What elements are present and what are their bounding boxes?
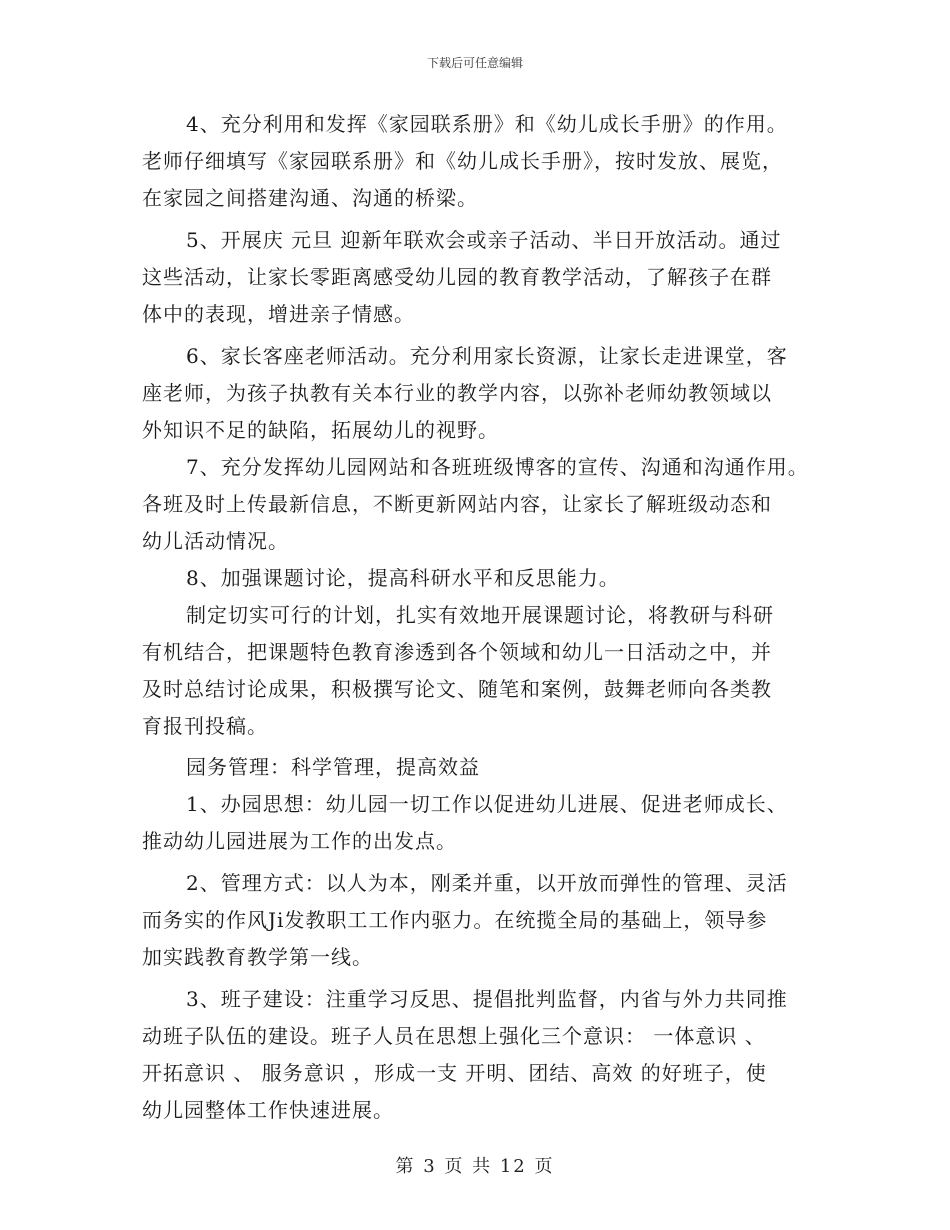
text-line: 而务实的作风Ji发教职工工作内驱力。在统揽全局的基础上，领导参 bbox=[142, 908, 768, 932]
text-line: 制定切实可行的计划，扎实有效地开展课题讨论，将教研与科研 bbox=[186, 603, 774, 627]
text-line: 推动幼儿园进展为工作的出发点。 bbox=[142, 829, 457, 853]
text-line: 加实践教育教学第一线。 bbox=[142, 945, 373, 969]
page-header-note: 下载后可任意编辑 bbox=[426, 56, 523, 70]
text-line: 育报刊投稿。 bbox=[142, 714, 268, 738]
section-heading: 园务管理：科学管理，提高效益 bbox=[186, 755, 480, 779]
page-number: 第 3 页 共 12 页 bbox=[395, 1156, 555, 1177]
text-line: 外知识不足的缺陷，拓展幼儿的视野。 bbox=[142, 418, 499, 442]
text-line: 3、班子建设：注重学习反思、提倡批判监督，内省与外力共同推 bbox=[186, 987, 788, 1011]
text-line: 有机结合，把课题特色教育渗透到各个领域和幼儿一日活动之中，并 bbox=[142, 640, 772, 664]
text-line: 各班及时上传最新信息，不断更新网站内容，让家长了解班级动态和 bbox=[142, 492, 772, 516]
text-line: 幼儿活动情况。 bbox=[142, 529, 289, 553]
text-line: 7、充分发挥幼儿园网站和各班班级博客的宣传、沟通和沟通作用。 bbox=[186, 455, 809, 479]
text-line: 2、管理方式：以人为本，刚柔并重，以开放而弹性的管理、灵活 bbox=[186, 871, 788, 895]
text-line: 1、办园思想：幼儿园一切工作以促进幼儿进展、促进老师成长、 bbox=[186, 792, 788, 816]
text-line: 4、充分利用和发挥《家园联系册》和《幼儿成长手册》的作用。 bbox=[186, 112, 788, 136]
text-line: 体中的表现，增进亲子情感。 bbox=[142, 302, 415, 326]
text-line: 幼儿园整体工作快速进展。 bbox=[142, 1098, 394, 1122]
text-line: 在家园之间搭建沟通、沟通的桥梁。 bbox=[142, 186, 478, 210]
text-line: 及时总结讨论成果，积极撰写论文、随笔和案例，鼓舞老师向各类教 bbox=[142, 677, 772, 701]
text-line: 动班子队伍的建设。班子人员在思想上强化三个意识： 一体意识 、 bbox=[142, 1024, 766, 1048]
text-line: 6、家长客座老师活动。充分利用家长资源，让家长走进课堂，客 bbox=[186, 344, 788, 368]
text-line: 5、开展庆 元旦 迎新年联欢会或亲子活动、半日开放活动。通过 bbox=[186, 228, 782, 252]
text-line: 老师仔细填写《家园联系册》和《幼儿成长手册》，按时发放、展览， bbox=[142, 149, 783, 173]
text-line: 座老师，为孩子执教有关本行业的教学内容，以弥补老师幼教领域以 bbox=[142, 381, 772, 405]
text-line: 8、加强课题讨论，提高科研水平和反思能力。 bbox=[186, 566, 620, 590]
text-line: 开拓意识 、 服务意识 ，形成一支 开明、团结、高效 的好班子，使 bbox=[142, 1061, 767, 1085]
text-line: 这些活动，让家长零距离感受幼儿园的教育教学活动，了解孩子在群 bbox=[142, 265, 772, 289]
